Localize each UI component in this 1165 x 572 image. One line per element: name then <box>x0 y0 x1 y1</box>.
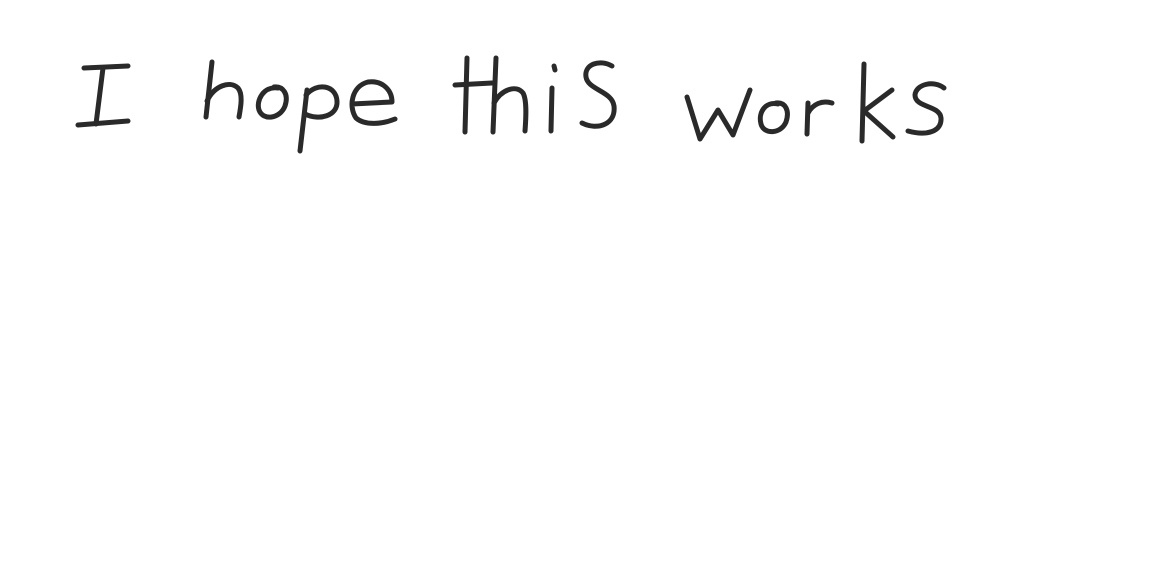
handwritten-phrase <box>78 58 944 151</box>
